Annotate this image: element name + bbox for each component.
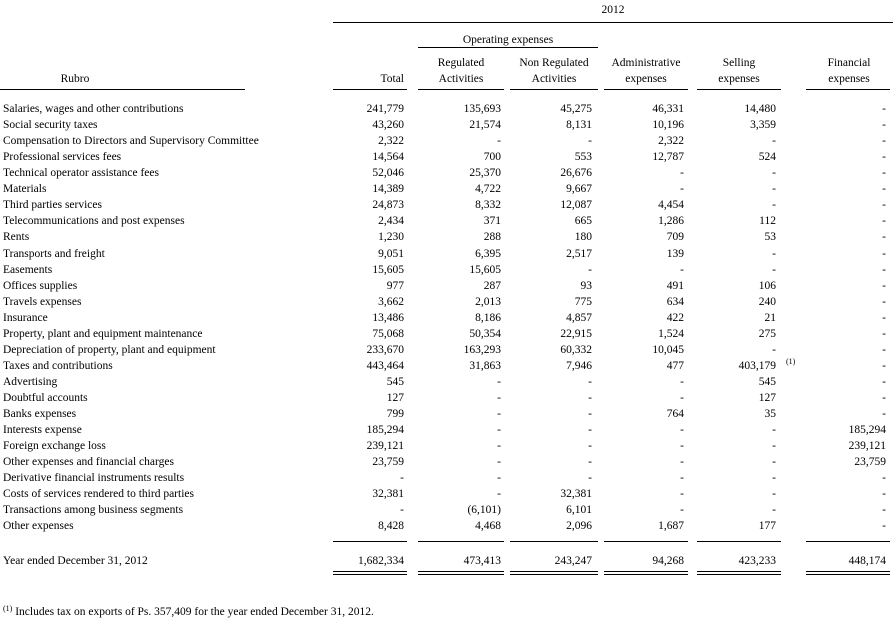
row-label: Travels expenses [3,295,82,308]
cell-nonregulated: 8,131 [566,119,592,131]
row-label: Transactions among business segments [3,504,184,517]
regulated-double-rule-2 [418,574,504,575]
cell-admin: - [680,488,684,501]
cell-financial: - [882,504,886,517]
cell-admin: - [680,391,684,404]
selling-double-rule-2 [697,574,781,575]
cell-regulated: - [497,424,501,436]
cell-regulated: 288 [483,231,501,244]
cell-financial: - [882,343,886,356]
table-row [0,408,893,424]
cell-total: 75,068 [372,327,404,340]
cell-nonregulated: 12,087 [560,199,592,212]
row-label: Social security taxes [3,119,98,131]
row-label: Derivative financial instruments results [3,472,185,485]
admin-sum-rule [604,541,688,542]
cell-selling: - [772,440,776,453]
cell-financial: - [882,215,886,228]
cell-selling: - [772,504,776,517]
cell-admin: 10,196 [652,119,684,131]
cell-regulated: - [497,407,501,420]
cell-nonregulated: 180 [574,231,592,244]
table-row [0,296,893,312]
table-row [0,488,893,504]
selling-double-rule-1 [697,571,781,572]
rubro-header-rule [0,89,245,90]
cell-selling: - [772,343,776,356]
cell-regulated: 31,863 [469,359,501,372]
cell-admin: - [680,183,684,196]
cell-regulated: 8,332 [475,199,501,212]
table-row [0,199,893,215]
cell-total: - [400,472,404,485]
admin-double-rule-2 [604,574,688,575]
cell-total: 9,051 [378,247,404,260]
cell-nonregulated: - [588,375,592,388]
total-row [0,555,893,571]
regulated-double-rule-1 [418,571,504,572]
row-label: Transports and freight [3,247,105,260]
table-row [0,504,893,520]
cell-nonregulated: 22,915 [560,327,592,340]
cell-nonregulated: 7,946 [566,359,592,372]
cell-total: 14,564 [372,151,404,164]
cell-total: 233,670 [366,343,404,356]
cell-regulated: 2,013 [475,295,501,308]
year-top-rule [333,22,893,23]
cell-total: 799 [386,407,404,420]
cell-financial: - [882,295,886,308]
row-label: Other expenses [3,520,74,533]
cell-total: 1,230 [378,231,404,244]
cell-admin: 634 [666,295,684,308]
cell-selling: - [772,263,776,276]
cell-financial: - [882,135,886,148]
cell-total: - [400,504,404,517]
cell-nonregulated: 553 [574,151,592,164]
cell-total: 241,779 [366,103,404,115]
row-label: Technical operator assistance fees [3,167,159,180]
total-double-rule-2 [333,574,407,575]
cell-admin: - [680,504,684,517]
table-row [0,440,893,456]
cell-nonregulated: 45,275 [560,103,592,115]
row-label: Rents [3,231,30,244]
cell-selling: - [772,472,776,485]
cell-regulated: - [497,375,501,388]
cell-regulated: 6,395 [475,247,501,260]
cell-selling: - [772,456,776,469]
table-row [0,264,893,280]
table-row [0,392,893,408]
cell-total: 24,873 [372,199,404,212]
cell-admin: 12,787 [652,151,684,164]
row-label: Offices supplies [3,279,78,292]
table-row [0,151,893,167]
cell-selling: 106 [758,279,776,292]
cell-total: 43,260 [372,119,404,131]
cell-financial: - [882,391,886,404]
cell-total: 127 [386,391,404,404]
cell-financial: - [882,327,886,340]
cell-total: 3,662 [378,295,404,308]
cell-financial: - [882,199,886,212]
cell-regulated: 21,574 [469,119,501,131]
cell-financial: - [882,119,886,131]
cell-nonregulated: 2,096 [566,520,592,533]
cell-admin: 491 [666,279,684,292]
cell-regulated: 8,186 [475,311,501,324]
row-label: Advertising [3,375,58,388]
cell-nonregulated: - [588,456,592,469]
cell-selling: - [772,199,776,212]
cell-admin: 10,045 [652,343,684,356]
cell-selling: - [772,488,776,501]
cell-selling: 112 [759,215,776,228]
table-row [0,456,893,472]
table-row [0,103,893,119]
col-selling-line1: Selling [722,57,756,69]
cell-admin: 764 [666,407,684,420]
cell-nonregulated: 775 [574,295,592,308]
cell-financial: - [882,167,886,180]
row-label: Telecommunications and post expenses [3,215,185,228]
row-label: Property, plant and equipment maintenance [3,327,203,340]
cell-admin: - [680,472,684,485]
cell-regulated: - [497,440,501,453]
row-label: Interests expense [3,424,82,436]
cell-nonregulated: 9,667 [566,183,592,196]
cell-nonregulated: 60,332 [560,343,592,356]
table-row [0,356,893,376]
financial-double-rule-2 [806,574,890,575]
nonregulated-header-rule [510,89,598,90]
cell-total: 23,759 [372,456,404,469]
cell-admin: 1,687 [658,520,684,533]
cell-admin: 477 [666,359,684,372]
cell-nonregulated: 6,101 [566,504,592,517]
cell-selling: 53 [764,231,776,244]
total-sum-rule [333,541,407,542]
cell-nonregulated: 665 [574,215,592,228]
cell-regulated: 25,370 [469,167,501,180]
footnote [3,606,374,618]
col-regulated-line2: Activities [438,73,484,85]
cell-total: 239,121 [366,440,404,453]
total-row-nonregulated: 243,247 [554,555,592,567]
cell-selling: 403,179 [738,359,776,372]
total-header-rule [333,89,407,90]
cell-financial: - [882,183,886,196]
cell-admin: - [680,424,684,436]
cell-admin: 46,331 [652,103,684,115]
row-label: Salaries, wages and other contributions [3,103,184,115]
table-row [0,328,893,344]
table-row [0,312,893,328]
cell-total: 32,381 [372,488,404,501]
cell-nonregulated: - [588,391,592,404]
cell-total: 2,322 [378,135,404,148]
cell-admin: - [680,375,684,388]
total-row-financial: 448,174 [848,555,886,567]
cell-regulated: 15,605 [469,263,501,276]
footnote-reference: (1) [786,356,796,366]
cell-admin: - [680,263,684,276]
year-heading: 2012 [601,4,625,16]
cell-financial: - [882,151,886,164]
row-label: Taxes and contributions [3,359,113,372]
table-row [0,280,893,296]
cell-nonregulated: - [588,407,592,420]
cell-selling: - [772,424,776,436]
cell-regulated: 135,693 [463,103,501,115]
cell-selling: - [772,183,776,196]
cell-total: 185,294 [366,424,404,436]
cell-regulated: - [497,135,501,148]
cell-financial: - [882,488,886,501]
cell-financial: - [882,247,886,260]
cell-selling: - [772,167,776,180]
cell-financial: - [882,103,886,115]
cell-admin: 422 [666,311,684,324]
cell-regulated: 50,354 [469,327,501,340]
total-row-regulated: 473,413 [463,555,501,567]
cell-selling: 524 [758,151,776,164]
table-row [0,135,893,151]
cell-regulated: - [497,391,501,404]
row-label: Professional services fees [3,151,122,164]
row-label: Depreciation of property, plant and equipment [3,343,216,356]
cell-total: 14,389 [372,183,404,196]
cell-admin: 139 [666,247,684,260]
regulated-header-rule [418,89,504,90]
table-row [0,376,893,392]
total-row-selling: 423,233 [738,555,776,567]
selling-header-rule [697,89,781,90]
cell-nonregulated: 2,517 [566,247,592,260]
cell-total: 8,428 [378,520,404,533]
row-label: Foreign exchange loss [3,440,106,453]
cell-regulated: (6,101) [467,504,501,517]
cell-selling: 240 [758,295,776,308]
cell-financial: - [882,231,886,244]
row-label: Materials [3,183,47,196]
col-rubro: Rubro [60,73,90,85]
operating-expenses-heading: Operating expenses [462,34,554,46]
table-row [0,119,893,135]
nonregulated-double-rule-1 [510,571,598,572]
table-row [0,520,893,536]
col-total: Total [380,73,404,85]
col-admin-line1: Administrative [611,57,681,69]
col-nonregulated-line2: Activities [531,73,577,85]
cell-selling: 21 [764,311,776,324]
cell-regulated: - [497,456,501,469]
col-financial-line2: expenses [828,73,870,85]
row-label: Doubtful accounts [3,391,88,404]
table-row [0,472,893,488]
row-label: Third parties services [3,199,102,212]
table-row [0,231,893,247]
cell-financial: 23,759 [854,456,886,469]
col-admin-line2: expenses [625,73,667,85]
cell-admin: - [680,167,684,180]
table-row [0,215,893,231]
col-nonregulated-line1: Non Regulated [519,57,589,69]
cell-admin: 2,322 [658,135,684,148]
col-financial-line1: Financial [827,57,871,69]
cell-selling: 275 [758,327,776,340]
cell-total: 977 [386,279,404,292]
cell-selling: - [772,247,776,260]
cell-financial: - [882,311,886,324]
cell-nonregulated: 32,381 [560,488,592,501]
nonregulated-sum-rule [510,541,598,542]
cell-nonregulated: - [588,135,592,148]
cell-nonregulated: - [588,424,592,436]
cell-financial: 239,121 [848,440,886,453]
cell-financial: - [882,407,886,420]
row-label: Insurance [3,311,48,324]
total-double-rule-1 [333,571,407,572]
row-label: Easements [3,263,53,276]
cell-financial: - [882,520,886,533]
regulated-sum-rule [418,541,504,542]
footnote-mark: (1) [3,604,13,613]
cell-nonregulated: 26,676 [560,167,592,180]
nonregulated-double-rule-2 [510,574,598,575]
footnote-text: Includes tax on exports of Ps. 357,409 for the year ended December 31, 2012. [12,606,374,618]
operating-expenses-rule [418,47,598,48]
cell-nonregulated: 93 [580,279,592,292]
cell-total: 15,605 [372,263,404,276]
table-row [0,344,893,360]
cell-admin: 1,286 [658,215,684,228]
cell-admin: 709 [666,231,684,244]
row-label: Costs of services rendered to third parties [3,488,194,501]
cell-regulated: 163,293 [463,343,501,356]
cell-admin: 1,524 [658,327,684,340]
cell-financial: - [882,375,886,388]
admin-double-rule-1 [604,571,688,572]
col-selling-line2: expenses [718,73,760,85]
cell-selling: 35 [764,407,776,420]
total-row-admin: 94,268 [652,555,684,567]
cell-admin: - [680,440,684,453]
col-regulated-line1: Regulated [437,57,485,69]
cell-financial: - [882,279,886,292]
selling-sum-rule [697,541,781,542]
cell-total: 443,464 [366,359,404,372]
cell-regulated: 287 [483,279,501,292]
row-label: Other expenses and financial charges [3,456,174,469]
table-row [0,248,893,264]
cell-nonregulated: 4,857 [566,311,592,324]
cell-selling: 177 [758,520,776,533]
cell-regulated: - [497,488,501,501]
cell-total: 13,486 [372,311,404,324]
financial-header-rule [806,89,890,90]
cell-nonregulated: - [588,472,592,485]
cell-financial: - [882,263,886,276]
cell-selling: 127 [758,391,776,404]
row-label: Compensation to Directors and Supervisory Committee [3,135,259,148]
cell-total: 2,434 [378,215,404,228]
table-row [0,424,893,440]
cell-regulated: - [497,472,501,485]
cell-regulated: 371 [483,215,501,228]
table-row [0,167,893,183]
cell-regulated: 4,468 [475,520,501,533]
cell-nonregulated: - [588,263,592,276]
cell-regulated: 4,722 [475,183,501,196]
cell-admin: - [680,456,684,469]
financial-sum-rule [806,541,890,542]
cell-financial: - [882,472,886,485]
cell-nonregulated: - [588,440,592,453]
cell-selling: 3,359 [750,119,776,131]
admin-header-rule [604,89,688,90]
cell-total: 52,046 [372,167,404,180]
cell-selling: - [772,135,776,148]
cell-regulated: 700 [483,151,501,164]
cell-financial: 185,294 [848,424,886,436]
cell-selling: 545 [758,375,776,388]
cell-financial: - [882,359,886,372]
table-row [0,183,893,199]
cell-total: 545 [386,375,404,388]
total-row-label: Year ended December 31, 2012 [3,555,148,567]
cell-selling: 14,480 [744,103,776,115]
financial-double-rule-1 [806,571,890,572]
cell-admin: 4,454 [658,199,684,212]
row-label: Banks expenses [3,407,77,420]
total-row-total: 1,682,334 [358,555,404,567]
